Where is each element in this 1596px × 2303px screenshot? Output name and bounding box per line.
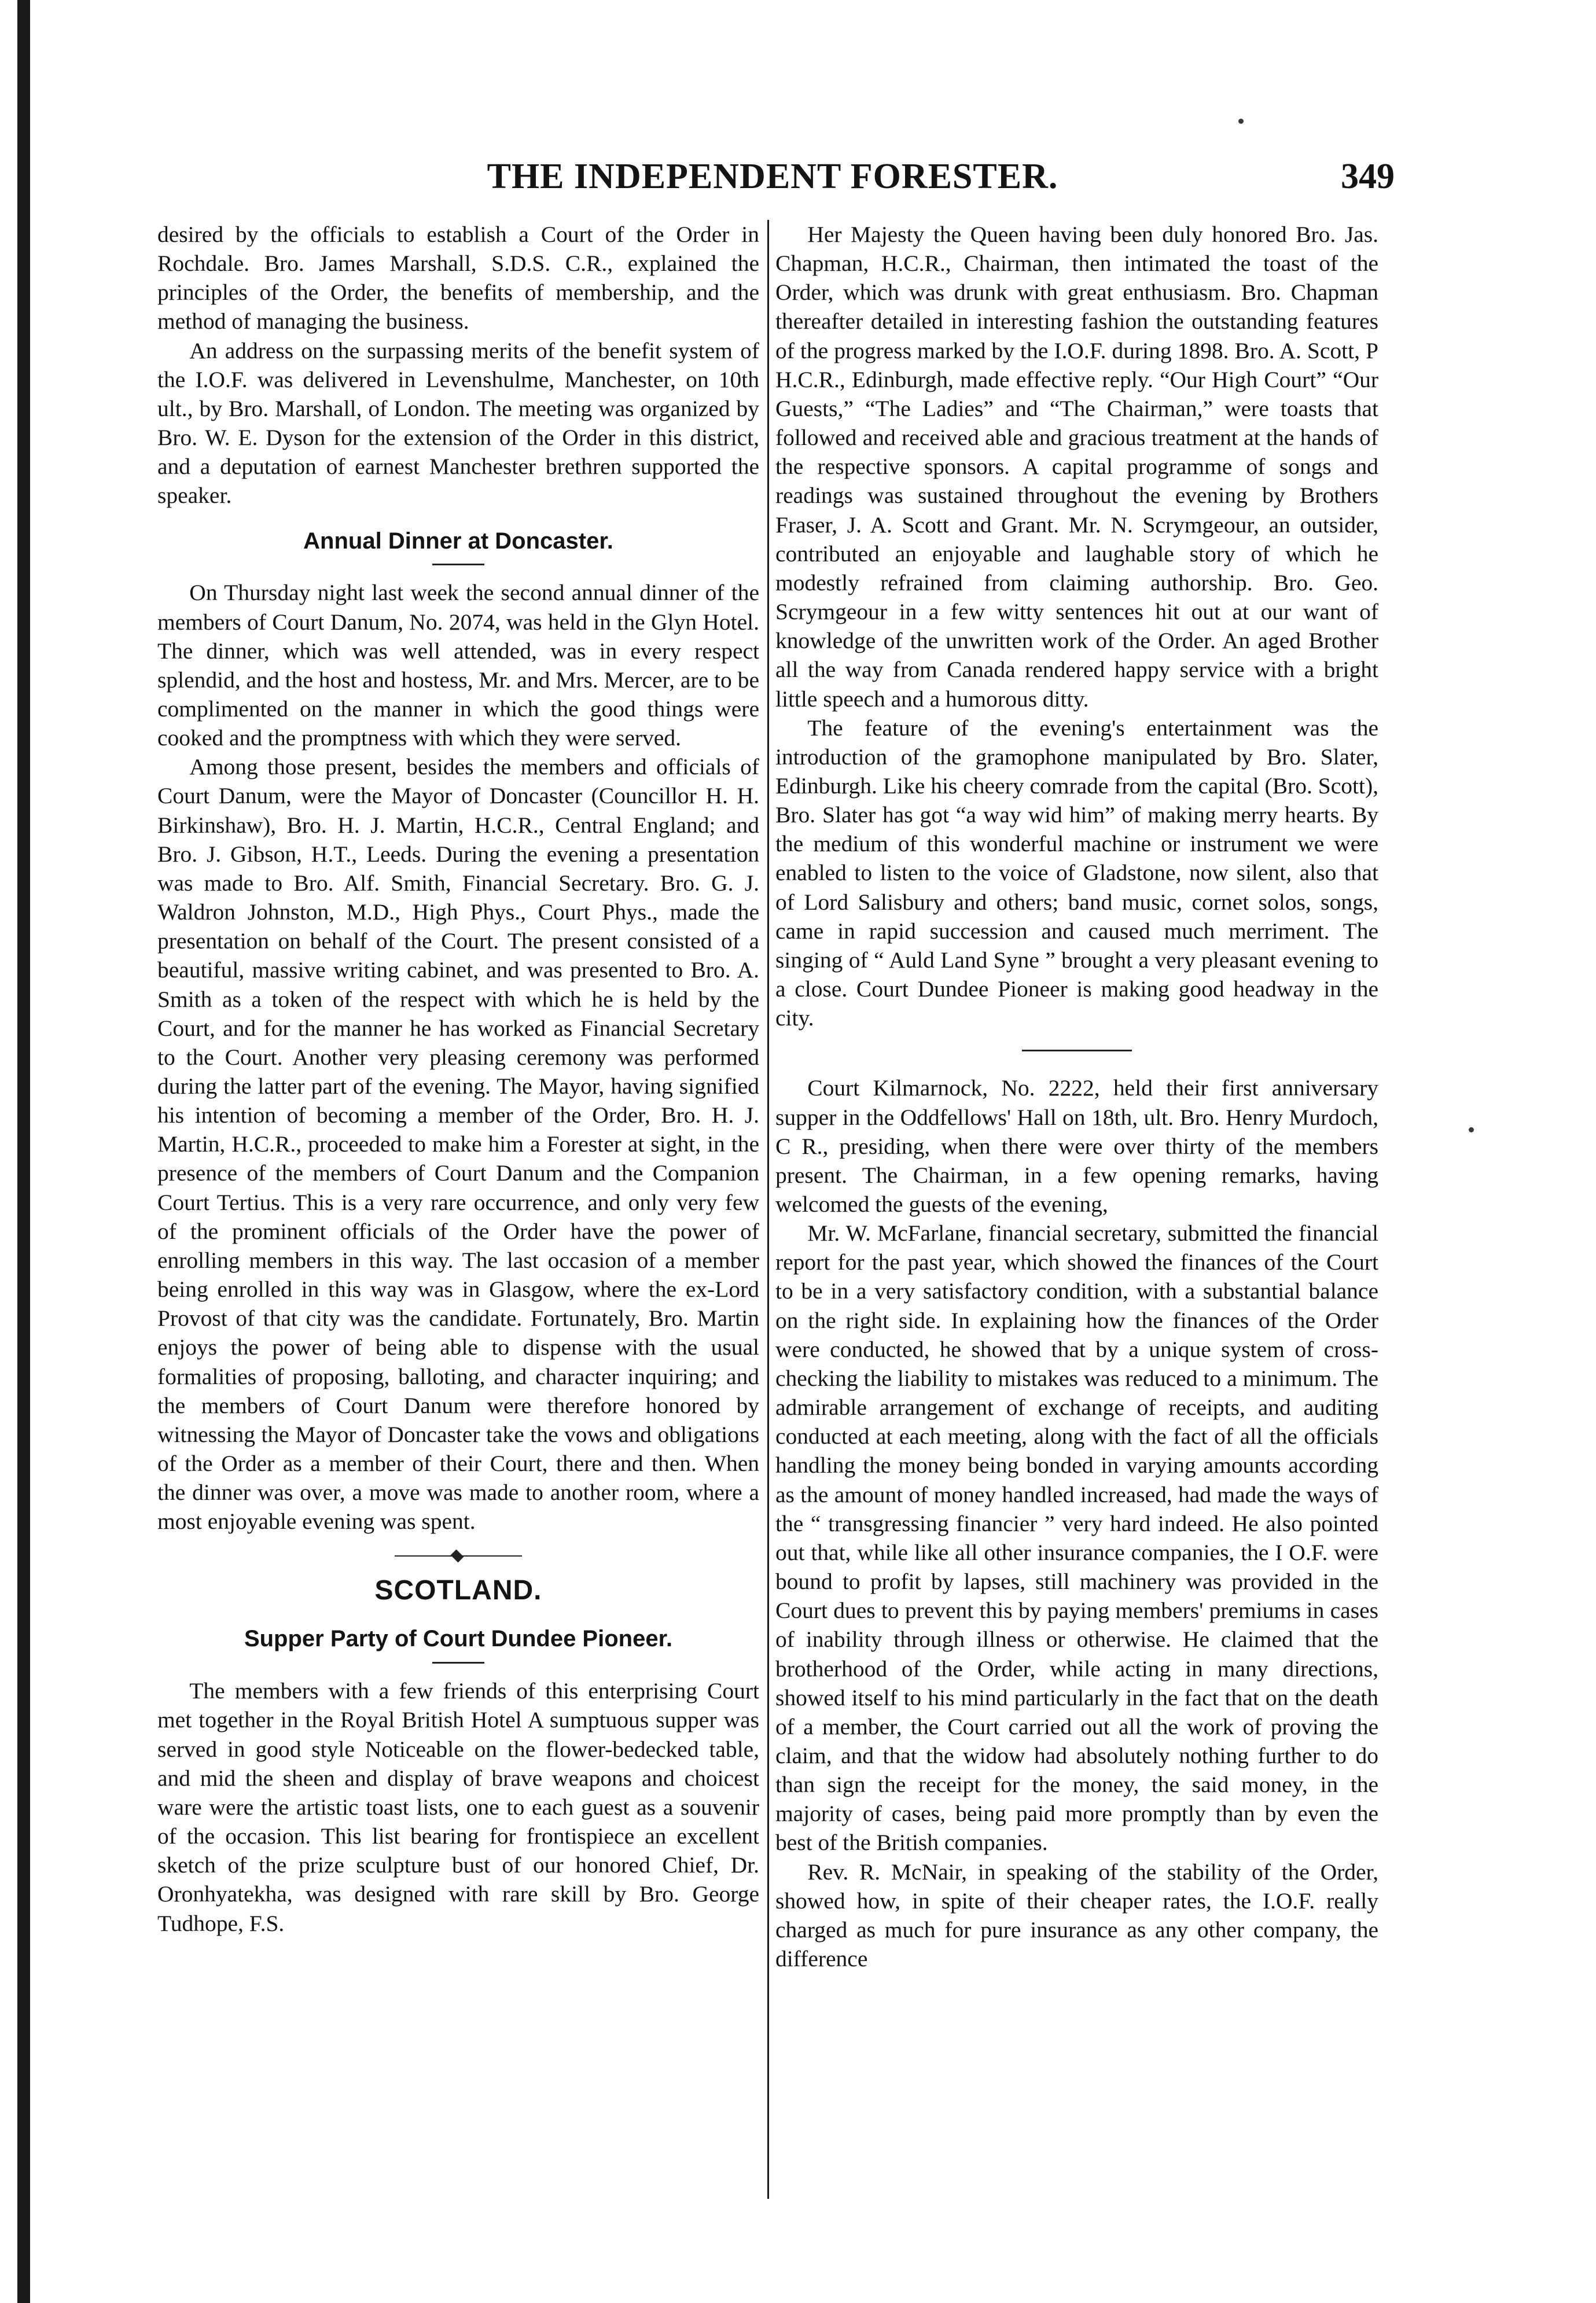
heading-rule bbox=[432, 564, 484, 565]
right-column bbox=[775, 220, 1378, 1973]
running-header bbox=[150, 156, 1395, 208]
paragraph: Court Kilmarnock, No. 2222, held their first anniversary supper in the Oddfellows' Hall on 18th, ult. Bro. Henry Murdoch, C R., presiding, when there were over thirty of the members present. The Chairman, in a few opening remarks, having welcomed the guests of the evening, bbox=[775, 1075, 1378, 1217]
section-ornament bbox=[395, 1549, 522, 1563]
section-heading-scotland: SCOTLAND. bbox=[374, 1574, 542, 1606]
print-speck bbox=[1238, 119, 1244, 124]
print-speck bbox=[1469, 1127, 1474, 1132]
section-heading-doncaster: Annual Dinner at Doncaster. bbox=[303, 528, 613, 554]
paragraph: Among those present, besides the members and officials of Court Danum, were the Mayor of Doncaster (Councillor H. H. Birkinshaw), Bro. H. J. Martin, H.C.R., Central England; and Bro. J. Gibson, H.T., Leeds. During the evening a presentation was made to Bro. Alf. Smith, Financial Secretary. Bro. G. J. Waldron Johnston, M.D., High Phys., Court Phys., made the presentation on behalf of the Court. The present consisted of a beautiful, massive writing cabinet, and was presented to Bro. A. Smith as a token of the respect with which he is held by the Court, and for the manner he has worked as Financial Secretary to the Court. Another very pleasing ceremony was performed during the latter part of the evening. The Mayor, having signified his intention of becoming a member of the Order, Bro. H. J. Martin, H.C.R., proceeded to make him a Forester at sight, in the presence of the members of Court Danum and the Companion Court Tertius. This is a very rare occurrence, and only very few of the prominent officials of the Order have the power of enrolling members in this way. The last occasion of a member being enrolled in this way was in Glasgow, where the ex-Lord Provost of that city was the candidate. Fortunately, Bro. Martin enjoys the power of being able to dispense with the usual formalities of proposing, balloting, and character inquiring; and the members of Court Danum were therefore honored by witnessing the Mayor of Doncaster take the vows and obligations of the Order as a member of their Court, there and then. When the dinner was over, a move was made to another room, where a most enjoyable evening was spent. bbox=[157, 754, 759, 1535]
paragraph: An address on the surpassing merits of the benefit system of the I.O.F. was delivered in Levenshulme, Manchester, on 10th ult., by Bro. Marshall, of London. The meeting was organized by Bro. W. E. Dyson for the extension of the Order in this district, and a deputation of earnest Manchester brethren supported the speaker. bbox=[157, 337, 759, 509]
paragraph: desired by the officials to establish a Court of the Order in Rochdale. Bro. James Marshall, S.D.S. C.R., explained the principles of the Order, the benefits of membership, and the method of managing the business. bbox=[157, 222, 759, 334]
journal-title: THE INDEPENDENT FORESTER. bbox=[487, 157, 1058, 196]
paragraph: Mr. W. McFarlane, financial secretary, submitted the financial report for the past year, which showed the finances of the Court to be in a very satisfactory condition, with a substantial balance on the right side. In explaining how the finances of the Order were conducted, he showed that by a unique system of cross-checking the liability to mistakes was reduced to a minimum. The admirable arrangement of exchange of receipts, and auditing conducted at each meeting, along with the fact of all the officials handling the money being bonded in varying amounts according as the amount of money handled increased, had made the ways of the “ transgressing financier ” very hard indeed. He also pointed out that, while like all other insurance companies, the I O.F. were bound to profit by lapses, still machinery was provided in the Court dues to prevent this by paying members' premiums in cases of inability through illness or otherwise. He claimed that the brotherhood of the Order, while acting in many directions, showed itself to his mind particularly in the fact that on the death of a member, the Court carried out all the work of proving the claim, and that the widow had absolutely nothing further to do than sign the receipt for the money, the said money, in the majority of cases, being paid more promptly than by even the best of the British companies. bbox=[775, 1220, 1378, 1856]
column-divider bbox=[767, 220, 769, 2199]
paragraph: Rev. R. McNair, in speaking of the stability of the Order, showed how, in spite of their cheaper rates, the I.O.F. really charged as much for pure insurance as any other company, the difference bbox=[775, 1859, 1378, 1972]
paragraph: On Thursday night last week the second annual dinner of the members of Court Danum, No. 2074, was held in the Glyn Hotel. The dinner, which was well attended, was in every respect splendid, and the host and hostess, Mr. and Mrs. Mercer, are to be complimented on the manner in which the good things were cooked and the promptness with which they were served. bbox=[157, 580, 759, 751]
binding-edge-rule bbox=[17, 0, 30, 2303]
paragraph: The feature of the evening's entertainment was the introduction of the gramophone manipulated by Bro. Slater, Edinburgh. Like his cheery comrade from the capital (Bro. Scott), Bro. Slater has got “a way wid him” of making merry hearts. By the medium of this wonderful machine or instrument we were enabled to listen to the voice of Gladstone, now silent, also that of Lord Salisbury and others; band music, cornet solos, songs, came in rapid succession and caused much merriment. The singing of “ Auld Land Syne ” brought a very pleasant evening to a close. Court Dundee Pioneer is making good headway in the city. bbox=[775, 715, 1378, 1031]
heading-rule bbox=[432, 1662, 484, 1664]
section-heading-dundee: Supper Party of Court Dundee Pioneer. bbox=[244, 1626, 673, 1652]
left-column bbox=[157, 220, 759, 1938]
page-number: 349 bbox=[1341, 157, 1395, 196]
paragraph: The members with a few friends of this enterprising Court met together in the Royal British Hotel A sumptuous supper was served in good style Noticeable on the flower-bedecked table, and mid the sheen and display of brave weapons and choicest ware were the artistic toast lists, one to each guest as a souvenir of the occasion. This list bearing for frontispiece an excellent sketch of the prize sculpture bust of our honored Chief, Dr. Oronhyatekha, was designed with rare skill by Bro. George Tudhope, F.S. bbox=[157, 1678, 759, 1936]
section-separator-rule bbox=[1022, 1050, 1132, 1051]
paragraph: Her Majesty the Queen having been duly honored Bro. Jas. Chapman, H.C.R., Chairman, then intimated the toast of the Order, which was drunk with great enthusiasm. Bro. Chapman thereafter detailed in interesting fashion the outstanding features of the progress marked by the I.O.F. during 1898. Bro. A. Scott, P H.C.R., Edinburgh, made effective reply. “Our High Court” “Our Guests,” “The Ladies” and “The Chairman,” were toasts that followed and received able and gracious treatment at the hands of the respective sponsors. A capital programme of songs and readings was sustained throughout the evening by Brothers Fraser, J. A. Scott and Grant. Mr. N. Scrymgeour, an outsider, contributed an enjoyable and laughable story of which he modestly refrained from claiming authorship. Bro. Geo. Scrymgeour in a few witty sentences hit out at our want of knowledge of the unwritten work of the Order. An aged Brother all the way from Canada rendered happy service with a bright little speech and a humorous ditty. bbox=[775, 222, 1378, 712]
